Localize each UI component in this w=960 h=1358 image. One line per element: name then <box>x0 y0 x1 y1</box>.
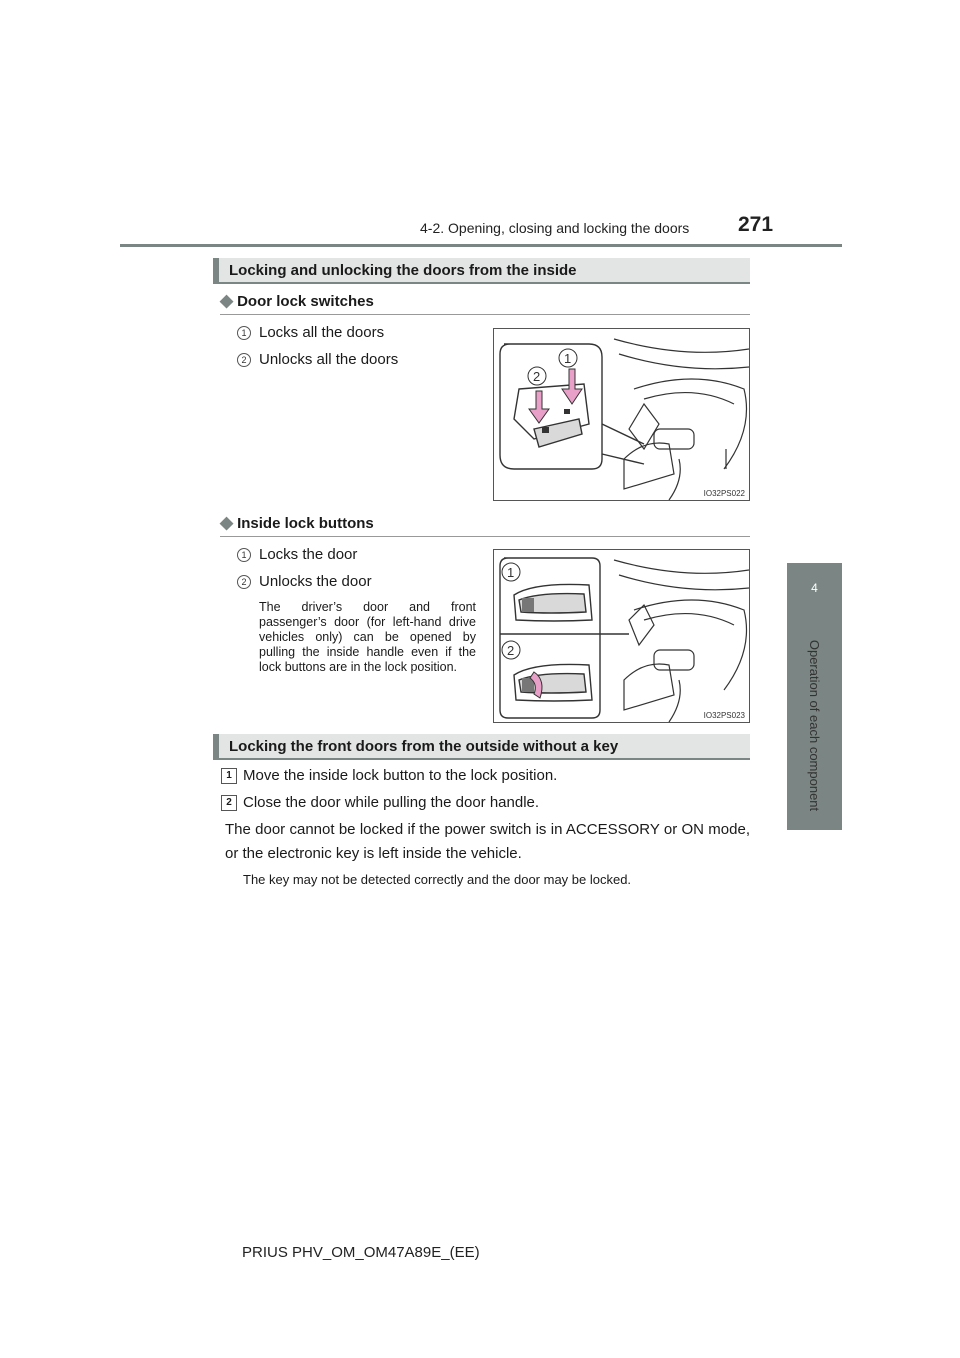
svg-text:2: 2 <box>507 643 515 658</box>
svg-text:2: 2 <box>533 369 541 384</box>
step-number: 2 <box>221 795 237 811</box>
step-number: 1 <box>221 768 237 784</box>
door-handle-drawing <box>494 550 749 722</box>
door-panel-drawing <box>494 329 749 500</box>
section-heading-text: Locking and unlocking the doors from the inside <box>229 262 577 279</box>
body-paragraph: The door cannot be locked if the power switch is in ACCESSORY or ON mode, or the electronic key is left inside the vehicle. <box>225 821 750 862</box>
section-heading-outside <box>213 734 750 760</box>
step-text: Close the door while pulling the door handle. <box>243 794 540 811</box>
step-text: Move the inside lock button to the lock position. <box>243 767 558 784</box>
callout-number: 2 <box>237 575 251 589</box>
inside-lock-button-illustration <box>493 549 750 723</box>
diamond-icon: ◆ <box>220 291 234 310</box>
figure-code: IO32PS022 <box>703 489 745 498</box>
note-text: The driver’s door and front passenger’s door (for left-hand drive vehicles only) can be opened by pulling the inside handle even if the lock buttons are in the lock position. <box>259 600 476 674</box>
door-lock-switch-illustration <box>493 328 750 501</box>
small-note: The key may not be detected correctly and the door may be locked. <box>243 872 632 887</box>
page-number: 271 <box>738 213 774 236</box>
header-rule <box>120 244 842 247</box>
subheading-text: Door lock switches <box>237 293 374 310</box>
chapter-side-text: Operation of each component <box>807 639 822 811</box>
subheading-rule <box>220 536 750 537</box>
section-heading-text: Locking the front doors from the outside without a key <box>229 738 619 755</box>
subheading-rule <box>220 314 750 315</box>
callout-number: 2 <box>237 353 251 367</box>
subheading-inside-lock-buttons <box>220 513 374 533</box>
chapter-tab-number: 4 <box>787 563 842 620</box>
diamond-icon: ◆ <box>220 513 234 532</box>
callout-number: 1 <box>237 548 251 562</box>
svg-text:1: 1 <box>564 351 572 366</box>
list-item: Unlocks all the doors <box>259 351 399 368</box>
svg-text:1: 1 <box>507 565 515 580</box>
subheading-text: Inside lock buttons <box>237 515 374 532</box>
chapter-side-label <box>787 620 842 830</box>
list-item: Locks the door <box>259 546 358 563</box>
chapter-title: 4-2. Opening, closing and locking the doors <box>420 220 690 236</box>
subheading-door-lock-switches <box>220 291 374 311</box>
list-item: Unlocks the door <box>259 573 372 590</box>
list-item: Locks all the doors <box>259 324 385 341</box>
section-heading-inside <box>213 258 750 284</box>
footer-manual-code: PRIUS PHV_OM_OM47A89E_(EE) <box>242 1244 480 1261</box>
figure-code: IO32PS023 <box>703 711 745 720</box>
callout-number: 1 <box>237 326 251 340</box>
